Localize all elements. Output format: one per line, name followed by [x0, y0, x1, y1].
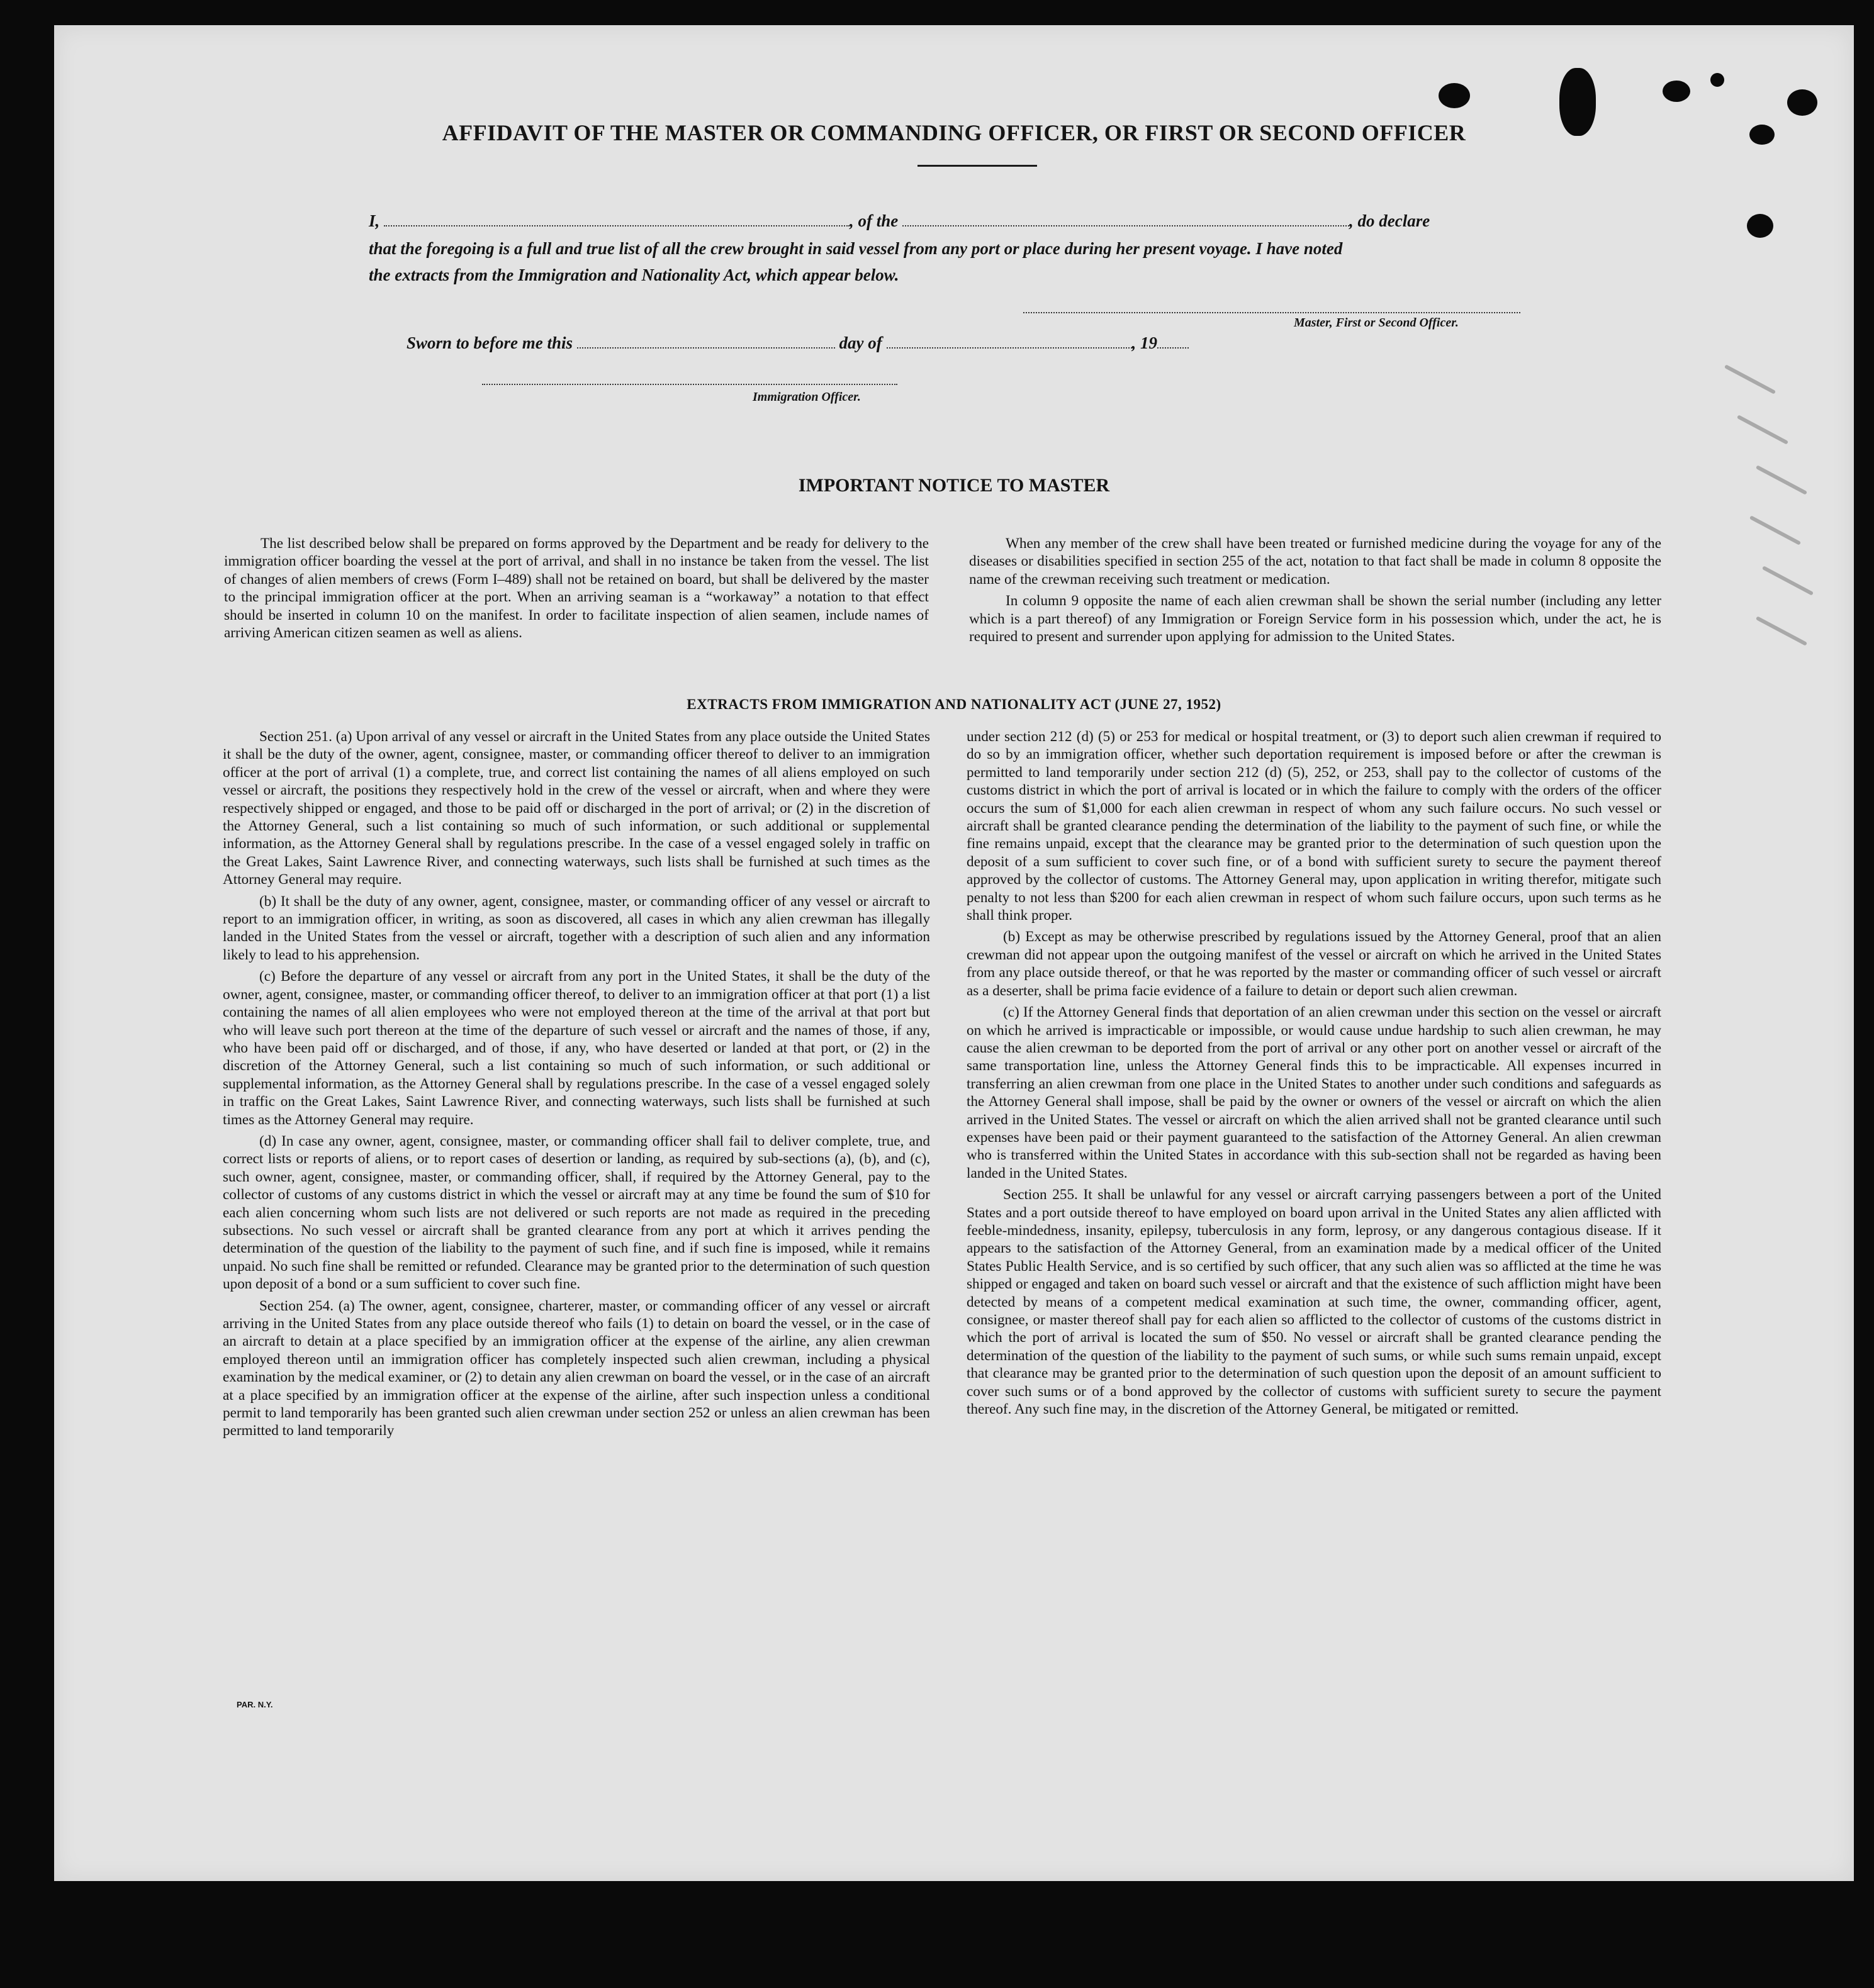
scan-streak	[1762, 566, 1814, 596]
section-251a: Section 251. (a) Upon arrival of any vessel or aircraft in the United States from any place outside the United States it shall be the duty of the owner, agent, consignee, master, or commanding officer thereof to deliver to an immigration officer at the port of arrival (1) a complete, true, and correct list containing the names of all aliens employed on such vessel or aircraft, the positions they respectively hold in the crew of the vessel or aircraft, when and where they were respectively shipped or engaged, and those to be paid off or discharged in the port of arrival; or (2) in the discretion of the Attorney General, such a list containing so much of such information, or such additional or supplemental information, as the Attorney General shall by regulations prescribe. In the case of a vessel engaged solely in traffic on the Great Lakes, Saint Lawrence River, and connecting waterways, such lists shall be furnished at such times as the Attorney General may require.	[223, 729, 930, 888]
master-signature-label: Master, First or Second Officer.	[1294, 316, 1459, 330]
scan-streak	[1756, 616, 1807, 646]
section-255: Section 255. It shall be unlawful for any vessel or aircraft carrying passengers between a port of the United States and a port outside thereof to have employed on board upon arrival in the United States any alien afflicted with feeble-mindedness, insanity, epilepsy, tuberculosis in any form, leprosy, or any dangerous contagious disease. If it appears to the satisfaction of the Attorney General, from an examination made by a medical officer of the United States Public Health Service, and is so certified by such officer, that any such alien was so afflicted at the time he was shipped or engaged and taken on board such vessel or aircraft and that the existence of such affliction might have been detected by means of a competent medical examination at such time, the owner, commanding officer, agent, consignee, or master thereof shall pay for each alien so afflicted to the collector of customs of the customs district in which the port of arrival is located the sum of $50. No vessel or aircraft shall be granted clearance pending the determination of the question of the liability to the payment of such sums, or while such sums remain unpaid, except that clearance may be granted prior to the determination of such question upon the deposit of an amount sufficient to cover such sums or of a bond approved by the collector of customs with sufficient surety to secure the payment thereof. Any such fine may, in the discretion of the Attorney General, be mitigated or remitted.	[967, 1187, 1661, 1418]
section-254a: Section 254. (a) The owner, agent, consignee, charterer, master, or commanding officer of any vessel or aircraft arriving in the United States from any place outside thereof who fails (1) to detain on board the vessel, or in the case of an aircraft to detain at a place specified by an immigration officer at the expense of the airline, any alien crewman employed thereon until an immigration officer has completely inspected such alien crewman, including a physical examination by the medical examiner, or (2) to detain any alien crewman on board the vessel, or in the case of an aircraft at a place specified by an immigration officer at the expense of the airline, after such inspection unless a conditional permit to land temporarily has been granted such alien crewman under section 252 or unless an alien crewman has been permitted to land temporarily	[223, 1297, 930, 1439]
declaration-of-the: , of the	[850, 211, 899, 230]
notice-right-column	[969, 535, 1661, 649]
title-rule	[917, 165, 1037, 167]
section-254a-continued: under section 212 (d) (5) or 253 for medical or hospital treatment, or (3) to deport such alien crewman if required to do so by an immigration officer, whether such deportation requirement is imposed before or after the crewman is permitted to land temporarily under section 212 (d) (5), 252, or 253, shall pay to the collector of customs of the customs district in which the port of arrival is located or in which the failure to comply with the orders of the officer occurs the sum of $1,000 for each alien crewman in respect of whom any such failure occurs. No such vessel or aircraft shall be granted clearance pending the determination of the liability to the payment of such fine, or while the fine remains unpaid, except that the clearance may be granted prior to the determination of such question upon the deposit of a sum sufficient to cover such fine, or of a bond with sufficient surety to secure the payment thereof approved by the collector of customs. The Attorney General may, upon application in writing therefor, mitigate such penalty to not less than $200 for each alien crewman in respect of whom such failure occurs, upon such terms as he shall think proper.	[967, 729, 1661, 924]
day-blank[interactable]	[577, 335, 835, 349]
declaration-i: I,	[369, 211, 380, 230]
punch-hole	[1663, 81, 1690, 102]
affidavit-title: AFFIDAVIT OF THE MASTER OR COMMANDING OFFICER, OR FIRST OR SECOND OFFICER	[442, 120, 1466, 145]
extracts-left-column	[223, 728, 930, 1444]
declaration-line-3: the extracts from the Immigration and Nationality Act, which appear below.	[369, 265, 899, 284]
sworn-year-prefix: , 19	[1131, 333, 1158, 352]
scan-streak	[1749, 515, 1801, 545]
sworn-prefix: Sworn to before me this	[407, 333, 573, 352]
document-page	[54, 25, 1854, 1881]
vessel-blank[interactable]	[902, 213, 1349, 226]
section-251b: (b) It shall be the duty of any owner, agent, consignee, master, or commanding officer of any vessel or aircraft to report to an immigration officer, in writing, as soon as discovered, all cases in which any alien crewman has illegally landed in the United States from the vessel or aircraft, together with a description of such alien and any information likely to lead to his apprehension.	[223, 893, 930, 963]
notice-paragraph: The list described below shall be prepared on forms approved by the Department and be ready for delivery to the immigration officer boarding the vessel at the port of arrival, and shall in no instance be taken from the vessel. The list of changes of alien members of crews (Form I–489) shall not be retained on board, but shall be delivered by the master to the principal immigration officer at the port. When an arriving seaman is a “workaway” a notation to that effect should be inserted in column 10 on the manifest. In order to facilitate inspection of alien seamen, include names of arriving American citizen seamen as well as aliens.	[224, 535, 929, 642]
master-signature-line[interactable]	[1023, 312, 1520, 313]
year-blank[interactable]	[1157, 335, 1189, 349]
section-251d: (d) In case any owner, agent, consignee, master, or commanding officer shall fail to deliver complete, true, and correct lists or reports of aliens, or to report cases of desertion or landing, as required by sub-sections (a), (b), and (c), such owner, agent, consignee, master, or commanding officer, shall, if required by the Attorney General, pay to the collector of customs of any customs district in which the vessel or aircraft may at any time be found the sum of $10 for each alien concerning whom such lists are not delivered or such reports are not made as required in the preceding subsections. No such vessel or aircraft shall be granted clearance from any port at which it arrives pending the determination of the question of the liability to the payment of such fine, and if such fine is imposed, while it remains unpaid. No such fine shall be remitted or refunded. Clearance may be granted prior to the determination of such question upon deposit of a bond or a sum sufficient to cover such fine.	[223, 1132, 930, 1293]
section-251c: (c) Before the departure of any vessel or aircraft from any port in the United States, it shall be the duty of the owner, agent, consignee, master, or commanding officer thereof, to deliver to an immigration officer at that port (1) a list containing the names of all alien employees who were not employed thereon at the time of the arrival at that port but who will leave such port thereon at the time of the departure of such vessel or aircraft and the names of those, if any, who have been paid off or discharged, and of those, if any, who have deserted or landed at that port, or (2) in the discretion of the Attorney General, such a list containing so much of such information, or such additional or supplemental information, as the Attorney General shall by regulations prescribe. In the case of a vessel engaged solely in traffic on the Great Lakes, Saint Lawrence River, and connecting waterways, such lists shall be furnished at such times as the Attorney General may require.	[223, 968, 930, 1128]
scan-streak	[1737, 415, 1788, 445]
name-blank[interactable]	[384, 213, 850, 226]
officer-signature-line[interactable]	[482, 384, 897, 385]
scan-streak	[1724, 364, 1776, 394]
declaration-do-declare: , do declare	[1349, 211, 1430, 230]
punch-hole	[1710, 73, 1724, 87]
notice-left-column	[224, 535, 929, 645]
punch-hole	[1439, 83, 1470, 108]
section-254c: (c) If the Attorney General finds that deportation of an alien crewman under this section on the vessel or aircraft on which he arrived is impracticable or impossible, or would cause undue hardship to such alien crewman, he may cause the alien crewman to be deported from the port of arrival or any other port on another vessel or aircraft of the same transportation line, unless the Attorney General finds this to be impracticable. All expenses incurred in transferring an alien crewman from one place in the United States to another under such conditions and safeguards as the Attorney General shall impose, shall be paid by the owner or owners of the vessel or aircraft on which the alien arrived in the United States. The vessel or aircraft on which the alien arrived shall not be granted clearance until such expenses have been paid or their payment guaranteed to the satisfaction of the Attorney General. An alien crewman who is transferred within the United States in accordance with this sub-section shall not be regarded as having been landed in the United States.	[967, 1004, 1661, 1181]
month-blank[interactable]	[887, 335, 1132, 349]
notice-paragraph: When any member of the crew shall have been treated or furnished medicine during the voyage for any of the diseases or disabilities specified in section 255 of the act, notation to that fact shall be made in column 8 opposite the name of the crewman receiving such treatment or medication.	[969, 535, 1661, 588]
declaration-line-1	[369, 211, 1430, 231]
punch-hole	[1787, 89, 1817, 116]
printer-mark: PAR. N.Y.	[237, 1700, 273, 1709]
sworn-line	[407, 333, 1189, 353]
declaration-line-2: that the foregoing is a full and true list of all the crew brought in said vessel from any port or place during her present voyage. I have noted	[369, 239, 1343, 258]
punch-hole	[1747, 214, 1773, 238]
officer-signature-label: Immigration Officer.	[753, 390, 861, 404]
section-254b: (b) Except as may be otherwise prescribed by regulations issued by the Attorney General, proof that an alien crewman did not appear upon the outgoing manifest of the vessel or aircraft on which he arrived in the United States from any place outside thereof, or that he was reported by the master or commanding officer of such vessel or aircraft as a deserter, shall be prima facie evidence of a failure to detain or deport such alien crewman.	[967, 929, 1661, 999]
notice-title: IMPORTANT NOTICE TO MASTER	[798, 475, 1110, 496]
sworn-day-of: day of	[839, 333, 882, 352]
notice-paragraph: In column 9 opposite the name of each alien crewman shall be shown the serial number (including any letter which is a part thereof) of any Immigration or Foreign Service form in his possession which, under the act, he is required to present and surrender upon applying for admission to the United States.	[969, 593, 1661, 645]
extracts-right-column	[967, 728, 1661, 1422]
extracts-title: EXTRACTS FROM IMMIGRATION AND NATIONALITY ACT (JUNE 27, 1952)	[687, 696, 1221, 712]
